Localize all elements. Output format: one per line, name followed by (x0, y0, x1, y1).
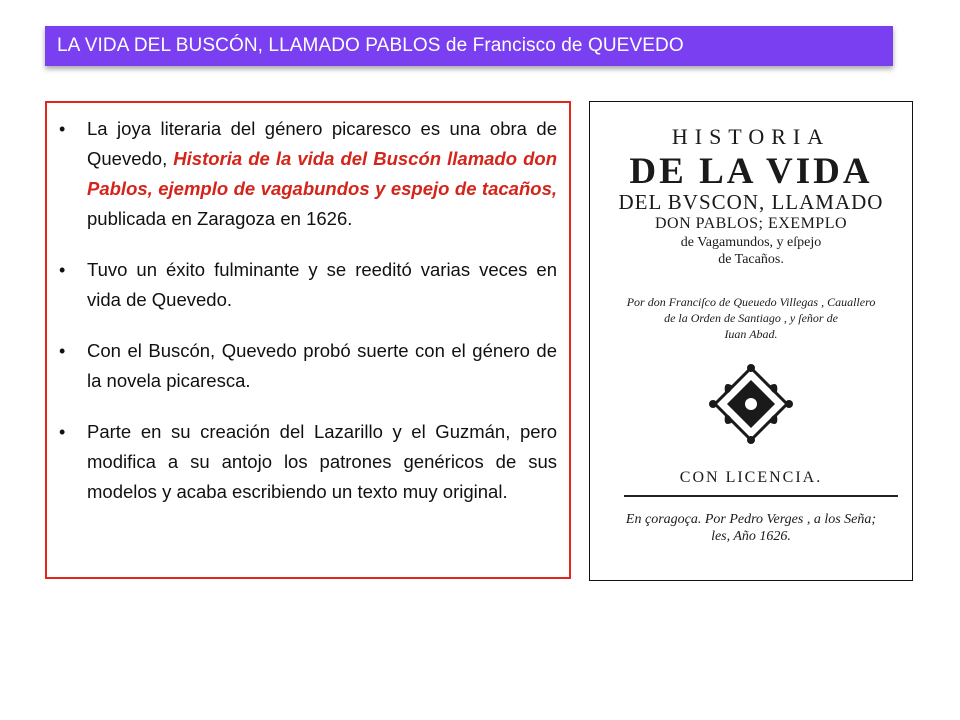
bullet-text: Tuvo un éxito fulminante y se reeditó varias veces en vida de Quevedo. (87, 259, 557, 310)
bullet-item (59, 417, 557, 507)
bullet-list (47, 103, 569, 507)
cover-author-line-2: de la Orden de Santiago , y ſeñor de (664, 311, 838, 325)
cover-line-de-la-vida: DE LA VIDA (629, 151, 873, 192)
cover-line-buscon: DEL BVSCON, LLAMADO (618, 190, 884, 214)
cover-line-historia: HISTORIA (671, 124, 831, 149)
bullet-text: Parte en su creación del Lazarillo y el Guzmán, pero modifica a su antojo los patrones genéricos de sus modelos y acaba escribiendo un texto muy original. (87, 421, 557, 502)
cover-author-line-1: Por don Franciſco de Queuedo Villegas , Cauallero (626, 295, 876, 309)
book-cover-image (589, 101, 913, 581)
slide-title: LA VIDA DEL BUSCÓN, LLAMADO PABLOS de Francisco de QUEVEDO (57, 35, 684, 56)
cover-divider (624, 495, 898, 497)
bullet-text: publicada en Zaragoza en 1626. (87, 208, 353, 229)
bullet-icon: • (59, 119, 66, 139)
cover-line-vagamundos: de Vagamundos, y eſpejo (680, 235, 822, 250)
cover-author-line-3: Iuan Abad. (724, 327, 778, 341)
bullet-text: La joya literaria del género picaresco es una obra de Quevedo, (87, 118, 557, 169)
book-title-highlight: Historia de la vida del Buscón llamado don Pablos, ejemplo de vagabundos y espejo de tacaños, (87, 148, 557, 199)
fleuron-ornament-icon (691, 364, 811, 444)
bullet-item (59, 255, 557, 315)
bullet-text: Con el Buscón, Quevedo probó suerte con el género de la novela picaresca. (87, 340, 557, 391)
bullet-icon: • (59, 260, 66, 280)
cover-line-don-pablos: DON PABLOS; EXEMPLO (654, 215, 848, 232)
cover-line-tacanos: de Tacaños. (718, 252, 784, 267)
bullet-icon: • (59, 422, 66, 442)
bullet-text-box (45, 101, 571, 579)
cover-imprint-line-1: En çoragoça. Por Pedro Verges , a los Seña; (625, 512, 877, 527)
slide-title-bar (45, 26, 893, 66)
bullet-icon: • (59, 341, 66, 361)
bullet-item (59, 336, 557, 396)
cover-imprint-line-2: les, Año 1626. (711, 529, 791, 544)
cover-con-licencia: CON LICENCIA. (679, 469, 823, 486)
bullet-item (59, 114, 557, 234)
